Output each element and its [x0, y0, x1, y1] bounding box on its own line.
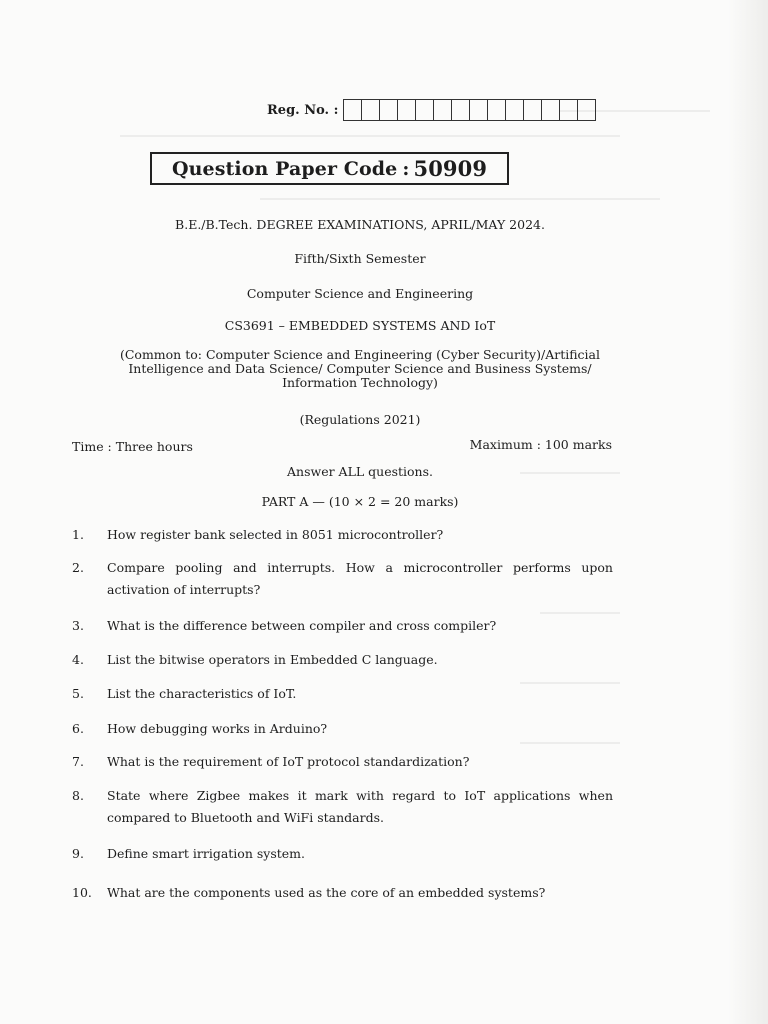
reg-no-digit-box[interactable]: [362, 99, 380, 121]
reg-no-digit-box[interactable]: [344, 99, 362, 121]
qpc-separator: :: [402, 157, 410, 180]
question-text: Define smart irrigation system.: [107, 846, 305, 861]
part-a-heading: PART A — (10 × 2 = 20 marks): [261, 494, 459, 509]
question-text: Compare pooling and interrupts. How a microcontroller performs upon activation of interrupts?: [107, 560, 613, 597]
reg-no-digit-box[interactable]: [380, 99, 398, 121]
question-text: How register bank selected in 8051 microcontroller?: [107, 527, 444, 542]
regulations: (Regulations 2021): [299, 412, 421, 427]
reg-no-digit-box[interactable]: [452, 99, 470, 121]
question-text: What are the components used as the core of an embedded systems?: [107, 885, 546, 900]
reg-no-digit-box[interactable]: [578, 99, 596, 121]
registration-number: [267, 99, 596, 121]
question-text: List the characteristics of IoT.: [107, 686, 297, 701]
question-number: 4.: [72, 652, 84, 667]
question-text: How debugging works in Arduino?: [107, 721, 328, 736]
reg-no-digit-box[interactable]: [488, 99, 506, 121]
degree-title: B.E./B.Tech. DEGREE EXAMINATIONS, APRIL/MAY 2024.: [175, 217, 545, 232]
common-line-3: Information Technology): [282, 375, 438, 390]
question-number: 1.: [72, 527, 84, 542]
question-number: 2.: [72, 560, 84, 575]
course-title: CS3691 – EMBEDDED SYSTEMS AND IoT: [224, 318, 496, 333]
question-number: 10.: [72, 885, 92, 900]
department: Computer Science and Engineering: [246, 286, 474, 301]
reg-no-digit-box[interactable]: [470, 99, 488, 121]
semester: Fifth/Sixth Semester: [294, 251, 426, 266]
reg-no-digit-box[interactable]: [398, 99, 416, 121]
maximum-marks: Maximum : 100 marks: [469, 437, 612, 452]
common-to-note: [60, 348, 660, 390]
reg-no-digit-box[interactable]: [416, 99, 434, 121]
reg-no-digit-box[interactable]: [560, 99, 578, 121]
qpc-code: 50909: [413, 156, 488, 181]
question-number: 8.: [72, 788, 84, 803]
instruction: Answer ALL questions.: [287, 464, 433, 479]
common-line-2: Intelligence and Data Science/ Computer Science and Business Systems/: [128, 361, 592, 376]
question-number: 3.: [72, 618, 84, 633]
question-text: List the bitwise operators in Embedded C language.: [107, 652, 438, 667]
reg-no-digit-box[interactable]: [434, 99, 452, 121]
question-paper-code-box: [150, 152, 509, 185]
common-line-1: (Common to: Computer Science and Engineering (Cyber Security)/Artificial: [119, 347, 601, 362]
reg-no-digit-box[interactable]: [524, 99, 542, 121]
question-number: 5.: [72, 686, 84, 701]
reg-no-digit-box[interactable]: [542, 99, 560, 121]
time-allowed: Time : Three hours: [72, 439, 193, 454]
question-number: 9.: [72, 846, 84, 861]
question-text: What is the difference between compiler and cross compiler?: [107, 618, 497, 633]
question-text: State where Zigbee makes it mark with regard to IoT applications when compared to Bluetooth and WiFi standards.: [107, 788, 613, 825]
question-number: 6.: [72, 721, 84, 736]
question-text: What is the requirement of IoT protocol standardization?: [107, 754, 470, 769]
qpc-label: Question Paper Code: [171, 157, 398, 180]
reg-no-boxes[interactable]: [343, 99, 596, 121]
reg-no-label: Reg. No. :: [267, 102, 339, 118]
question-number: 7.: [72, 754, 84, 769]
reg-no-digit-box[interactable]: [506, 99, 524, 121]
